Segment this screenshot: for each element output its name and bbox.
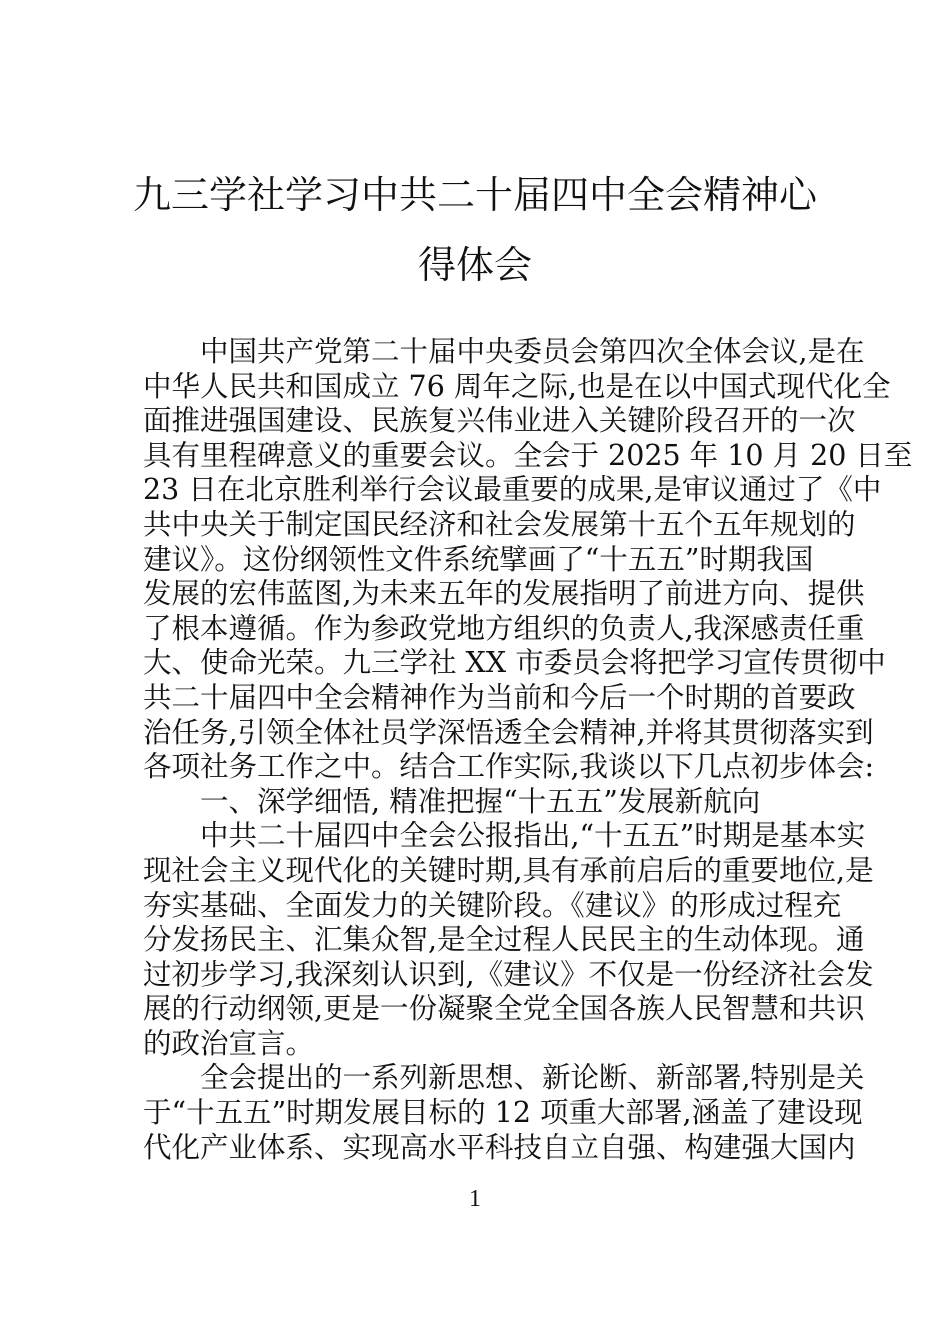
text-line: 建议》。这份纲领性文件系统擘画了“十五五”时期我国	[143, 542, 814, 576]
text-line: 治任务,引领全体社员学深悟透全会精神,并将其贯彻落实到	[143, 715, 874, 749]
text-line: 现社会主义现代化的关键时期,具有承前启后的重要地位,是	[143, 853, 874, 887]
text-line: 展的行动纲领,更是一份凝聚全党全国各族人民智慧和共识	[143, 992, 865, 1026]
section-heading	[143, 785, 808, 820]
document-body	[143, 335, 913, 1165]
text-line: 共二十届四中全会精神作为当前和今后一个时期的首要政	[143, 680, 856, 714]
text-line: 了根本遵循。作为参政党地方组织的负责人,我深感责任重	[143, 611, 865, 645]
document-title	[100, 160, 850, 300]
paragraph	[143, 819, 874, 1061]
title-line: 九三学社学习中共二十届四中全会精神心	[132, 173, 817, 217]
paragraph	[143, 1061, 865, 1165]
text-line: 中国共产党第二十届中央委员会第四次全体会议,是在	[200, 335, 865, 368]
text-line: 于“十五五”时期发展目标的 12 项重大部署,涵盖了建设现	[143, 1096, 863, 1130]
text-line: 代化产业体系、实现高水平科技自立自强、构建强大国内	[143, 1130, 856, 1164]
text-line: 分发扬民主、汇集众智,是全过程人民民主的生动体现。通	[143, 923, 865, 957]
text-line: 各项社务工作之中。结合工作实际,我谈以下几点初步体会:	[143, 750, 875, 784]
text-line: 全会提出的一系列新思想、新论断、新部署,特别是关	[200, 1061, 865, 1095]
text-line: 的政治宣言。	[143, 1026, 315, 1060]
text-line: 过初步学习,我深刻认识到,《建议》不仅是一份经济社会发	[143, 957, 874, 991]
paragraph	[143, 335, 913, 785]
text-line: 具有里程碑意义的重要会议。全会于 2025 年 10 月 20 日至	[143, 438, 913, 472]
text-line: 面推进强国建设、民族复兴伟业进入关键阶段召开的一次	[143, 404, 856, 438]
text-line: 夯实基础、全面发力的关键阶段。《建议》的形成过程充	[143, 888, 842, 922]
text-line: 一、深学细悟, 精准把握“十五五”发展新航向	[200, 784, 761, 818]
page-number: 1	[469, 1186, 481, 1212]
text-line: 共中央关于制定国民经济和社会发展第十五个五年规划的	[143, 507, 856, 541]
text-line: 发展的宏伟蓝图,为未来五年的发展指明了前进方向、提供	[143, 577, 865, 611]
text-line: 中华人民共和国成立 76 周年之际,也是在以中国式现代化全	[143, 369, 891, 403]
text-line: 中共二十届四中全会公报指出,“十五五”时期是基本实	[200, 819, 866, 853]
text-line: 23 日在北京胜利举行会议最重要的成果,是审议通过了《中	[143, 473, 882, 507]
title-line: 得体会	[417, 243, 532, 287]
text-line: 大、使命光荣。九三学社 XX 市委员会将把学习宣传贯彻中	[143, 646, 886, 680]
